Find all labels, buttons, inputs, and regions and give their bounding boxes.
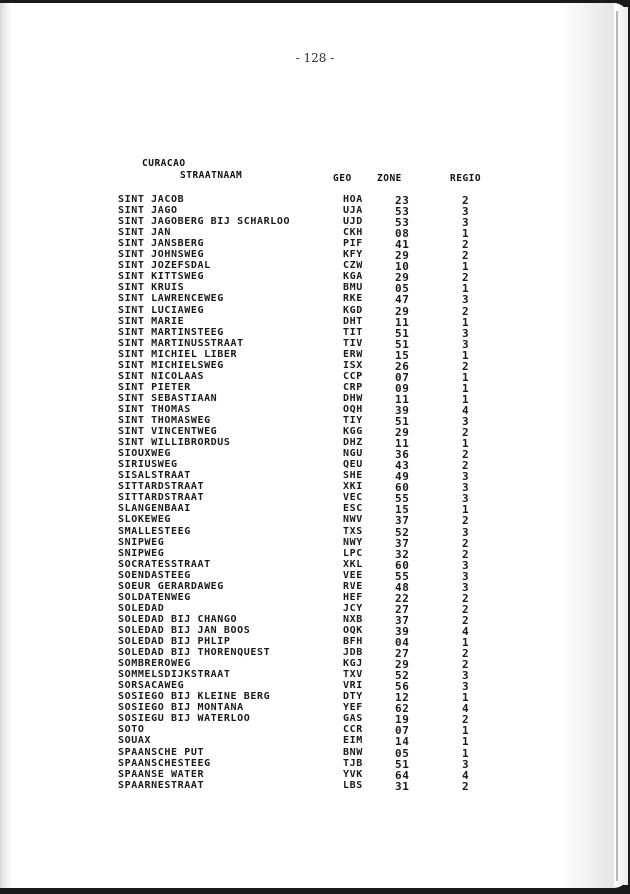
geo-code: EIM xyxy=(343,735,363,747)
street-name: SNIPWEG xyxy=(118,547,165,559)
zone-number: 11 xyxy=(395,437,410,451)
zone-number: 29 xyxy=(395,426,410,440)
table-row xyxy=(0,481,630,495)
regio-number: 3 xyxy=(462,757,470,771)
table-row xyxy=(0,724,630,738)
zone-number: 49 xyxy=(395,470,410,484)
zone-number: 15 xyxy=(395,503,410,517)
street-name: SINT JAN xyxy=(118,227,171,239)
zone-number: 07 xyxy=(395,724,410,738)
street-name: SINT MICHIELSWEG xyxy=(118,359,224,371)
street-name: SINT JAGOBERG BIJ SCHARLOO xyxy=(118,216,291,228)
zone-number: 36 xyxy=(395,448,410,462)
street-name: SINT NICOLAAS xyxy=(118,370,205,382)
table-row xyxy=(0,592,630,603)
zone-number: 56 xyxy=(395,680,410,694)
geo-code: KFY xyxy=(343,249,363,261)
regio-number: 1 xyxy=(462,735,470,749)
geo-code: TXV xyxy=(343,669,363,681)
street-name: SITTARDSTRAAT xyxy=(118,492,205,504)
geo-code: TJB xyxy=(343,757,363,769)
street-name: SOTO xyxy=(118,724,145,736)
geo-code: KGA xyxy=(343,271,363,283)
geo-code: DHW xyxy=(343,392,363,404)
regio-number: 2 xyxy=(462,194,470,207)
regio-number: 2 xyxy=(462,547,470,561)
street-name: SINT THOMAS xyxy=(118,403,191,415)
zone-number: 26 xyxy=(395,359,410,373)
geo-code: RKE xyxy=(343,293,363,305)
regio-number: 2 xyxy=(462,249,470,263)
geo-code: LBS xyxy=(343,779,363,791)
regio-number: 3 xyxy=(462,481,470,495)
table-row xyxy=(0,647,630,661)
regio-number: 3 xyxy=(462,205,470,219)
zone-number: 09 xyxy=(395,381,410,395)
regio-number: 2 xyxy=(462,591,470,605)
geo-code: NWY xyxy=(343,536,363,548)
regio-number: 2 xyxy=(462,658,470,672)
street-name: SINT JOZEFSDAL xyxy=(118,260,211,272)
zone-number: 53 xyxy=(395,216,410,230)
street-name: SITTARDSTRAAT xyxy=(118,481,205,493)
table-row xyxy=(0,459,630,473)
street-name: SINT PIETER xyxy=(118,381,191,393)
zone-number: 48 xyxy=(395,580,410,594)
zone-number: 29 xyxy=(395,271,410,285)
regio-number: 3 xyxy=(462,293,470,307)
street-name: SINT MARIE xyxy=(118,315,185,327)
geo-code: TIY xyxy=(343,415,363,426)
regio-number: 3 xyxy=(462,558,470,572)
street-name: SISALSTRAAT xyxy=(118,470,191,482)
zone-number: 47 xyxy=(395,293,410,307)
table-row xyxy=(0,636,630,647)
zone-number: 22 xyxy=(395,591,410,605)
geo-code: JCY xyxy=(343,602,363,614)
geo-code: XKI xyxy=(343,481,363,493)
table-row xyxy=(0,305,630,316)
street-name: SIOUXWEG xyxy=(118,448,171,460)
table-row xyxy=(0,537,630,548)
zone-number: 60 xyxy=(395,481,410,495)
zone-number: 07 xyxy=(395,370,410,384)
street-name: SINT MARTINUSSTRAAT xyxy=(118,337,244,349)
zone-number: 43 xyxy=(395,459,410,473)
geo-code: ERW xyxy=(343,348,363,360)
table-row xyxy=(0,216,630,230)
zone-number: 08 xyxy=(395,227,410,241)
geo-code: KGG xyxy=(343,426,363,438)
regio-number: 3 xyxy=(462,580,470,594)
regio-number: 1 xyxy=(462,227,470,241)
zone-number: 14 xyxy=(395,735,410,749)
regio-number: 3 xyxy=(462,415,470,428)
regio-number: 3 xyxy=(462,492,470,506)
table-row xyxy=(0,338,630,349)
table-row xyxy=(0,548,630,559)
street-name: SOUAX xyxy=(118,735,152,747)
geo-code: BNW xyxy=(343,746,363,758)
zone-number: 23 xyxy=(395,194,410,207)
table-row xyxy=(0,669,630,683)
geo-code: VEE xyxy=(343,569,363,581)
regio-number: 3 xyxy=(462,326,470,340)
table-row xyxy=(0,735,630,749)
street-name: SPAANSCHE PUT xyxy=(118,746,205,758)
table-row xyxy=(0,747,630,758)
geo-code: OQK xyxy=(343,624,363,636)
geo-code: UJA xyxy=(343,205,363,217)
geo-code: ISX xyxy=(343,359,363,371)
table-row xyxy=(0,526,630,537)
regio-number: 4 xyxy=(462,768,470,782)
geo-code: YVK xyxy=(343,768,363,780)
zone-number: 55 xyxy=(395,492,410,506)
table-row xyxy=(0,404,630,415)
zone-number: 29 xyxy=(395,249,410,263)
street-name: SOENDASTEEG xyxy=(118,569,191,581)
geo-code: TIT xyxy=(343,326,363,338)
regio-number: 1 xyxy=(462,724,470,738)
geo-code: TIV xyxy=(343,337,363,349)
street-name: SOLEDAD BIJ CHANGO xyxy=(118,613,238,625)
column-header-geo: GEO xyxy=(333,173,352,184)
zone-number: 52 xyxy=(395,525,410,539)
regio-number: 2 xyxy=(462,536,470,550)
zone-number: 62 xyxy=(395,702,410,716)
table-row xyxy=(0,614,630,625)
street-name: SPAARNESTRAAT xyxy=(118,779,205,791)
street-name: SINT MARTINSTEEG xyxy=(118,326,224,338)
table-row xyxy=(0,625,630,636)
geo-code: VEC xyxy=(343,492,363,504)
street-name: SOLEDAD BIJ JAN BOOS xyxy=(118,624,251,636)
street-name: SOMMELSDIJKSTRAAT xyxy=(118,669,231,681)
geo-code: ESC xyxy=(343,503,363,515)
table-row xyxy=(0,437,630,451)
regio-number: 1 xyxy=(462,437,470,451)
table-row xyxy=(0,415,630,426)
zone-number: 60 xyxy=(395,558,410,572)
street-name: SINT JACOB xyxy=(118,194,185,205)
street-name: SINT MICHIEL LIBER xyxy=(118,348,238,360)
geo-code: NXB xyxy=(343,613,363,625)
street-name: SORSACAWEG xyxy=(118,680,185,692)
zone-number: 37 xyxy=(395,514,410,528)
table-row xyxy=(0,570,630,581)
geo-code: CZW xyxy=(343,260,363,272)
table-row xyxy=(0,271,630,285)
table-row xyxy=(0,382,630,393)
geo-code: HEF xyxy=(343,591,363,603)
street-name: SINT JANSBERG xyxy=(118,238,205,250)
street-name: SINT VINCENTWEG xyxy=(118,426,218,438)
street-name: SOSIEGU BIJ WATERLOO xyxy=(118,713,251,725)
regio-number: 3 xyxy=(462,470,470,484)
regio-number: 2 xyxy=(462,713,470,727)
geo-code: HOA xyxy=(343,194,363,205)
regio-number: 4 xyxy=(462,702,470,716)
regio-number: 2 xyxy=(462,514,470,528)
geo-code: CKH xyxy=(343,227,363,239)
street-name: SINT KRUIS xyxy=(118,282,185,294)
zone-number: 05 xyxy=(395,746,410,760)
table-row xyxy=(0,371,630,382)
geo-code: QEU xyxy=(343,459,363,471)
zone-number: 51 xyxy=(395,415,410,428)
street-name: SOLEDAD xyxy=(118,602,165,614)
zone-number: 04 xyxy=(395,636,410,649)
zone-number: 51 xyxy=(395,326,410,340)
zone-number: 51 xyxy=(395,337,410,351)
table-row xyxy=(0,702,630,716)
regio-number: 2 xyxy=(462,448,470,462)
geo-code: DTY xyxy=(343,691,363,703)
table-row xyxy=(0,603,630,614)
street-name: SINT SEBASTIAAN xyxy=(118,392,218,404)
regio-number: 3 xyxy=(462,569,470,583)
street-name: SINT JAGO xyxy=(118,205,178,217)
column-header-regio: REGIO xyxy=(450,173,482,184)
geo-code: KGJ xyxy=(343,658,363,670)
street-name: SOLEDAD BIJ PHLIP xyxy=(118,636,231,647)
regio-number: 2 xyxy=(462,271,470,285)
table-row xyxy=(0,249,630,263)
street-name: SINT JOHNSWEG xyxy=(118,249,205,261)
zone-number: 39 xyxy=(395,624,410,638)
table-row xyxy=(0,503,630,517)
regio-number: 1 xyxy=(462,315,470,329)
geo-code: SHE xyxy=(343,470,363,482)
regio-number: 3 xyxy=(462,669,470,683)
regio-number: 2 xyxy=(462,459,470,473)
table-row xyxy=(0,514,630,528)
regio-number: 3 xyxy=(462,680,470,694)
geo-code: XKL xyxy=(343,558,363,570)
regio-number: 4 xyxy=(462,403,470,417)
table-row xyxy=(0,758,630,769)
table-row xyxy=(0,470,630,484)
table-row xyxy=(0,426,630,440)
zone-number: 55 xyxy=(395,569,410,583)
geo-code: LPC xyxy=(343,547,363,559)
table-row xyxy=(0,227,630,241)
geo-code: NWV xyxy=(343,514,363,526)
geo-code: VRI xyxy=(343,680,363,692)
street-name: SMALLESTEEG xyxy=(118,525,191,537)
zone-number: 12 xyxy=(395,691,410,705)
table-row xyxy=(0,780,630,791)
table-row xyxy=(0,194,630,205)
geo-code: GAS xyxy=(343,713,363,725)
street-name: SINT THOMASWEG xyxy=(118,415,211,426)
street-name: SPAANSE WATER xyxy=(118,768,205,780)
table-row xyxy=(0,205,630,219)
geo-code: NGU xyxy=(343,448,363,460)
zone-number: 29 xyxy=(395,658,410,672)
geo-code: CCR xyxy=(343,724,363,736)
zone-number: 53 xyxy=(395,205,410,219)
table-row xyxy=(0,293,630,307)
geo-code: YEF xyxy=(343,702,363,714)
street-name: SOLEDAD BIJ THORENQUEST xyxy=(118,647,271,659)
zone-number: 19 xyxy=(395,713,410,727)
geo-code: KGD xyxy=(343,304,363,316)
table-row xyxy=(0,238,630,252)
zone-number: 11 xyxy=(395,392,410,406)
geo-code: BMU xyxy=(343,282,363,294)
street-name: SIRIUSWEG xyxy=(118,459,178,471)
regio-number: 3 xyxy=(462,337,470,351)
street-name: SOMBREROWEG xyxy=(118,658,191,670)
table-row xyxy=(0,327,630,338)
street-name: SOCRATESSTRAAT xyxy=(118,558,211,570)
table-row xyxy=(0,282,630,296)
regio-number: 1 xyxy=(462,370,470,384)
geo-code: OQH xyxy=(343,403,363,415)
street-name: SLANGENBAAI xyxy=(118,503,191,515)
table-row xyxy=(0,581,630,592)
regio-number: 1 xyxy=(462,392,470,406)
geo-code: CCP xyxy=(343,370,363,382)
street-name: SOEUR GERARDAWEG xyxy=(118,580,224,592)
table-row xyxy=(0,769,630,780)
zone-number: 37 xyxy=(395,536,410,550)
regio-number: 2 xyxy=(462,304,470,318)
table-row xyxy=(0,316,630,327)
regio-number: 1 xyxy=(462,282,470,296)
street-name: SINT LUCIAWEG xyxy=(118,304,205,316)
regio-number: 2 xyxy=(462,647,470,661)
street-name: SOLDATENWEG xyxy=(118,591,191,603)
geo-code: RVE xyxy=(343,580,363,592)
table-row xyxy=(0,680,630,694)
zone-number: 10 xyxy=(395,260,410,274)
geo-code: CRP xyxy=(343,381,363,393)
zone-number: 37 xyxy=(395,613,410,627)
column-header-zone: ZONE xyxy=(377,173,402,184)
geo-code: UJD xyxy=(343,216,363,228)
street-name: SINT WILLIBRORDUS xyxy=(118,437,231,449)
zone-number: 31 xyxy=(395,779,410,793)
zone-number: 05 xyxy=(395,282,410,296)
geo-code: DHT xyxy=(343,315,363,327)
street-name: SLOKEWEG xyxy=(118,514,171,526)
regio-number: 2 xyxy=(462,602,470,616)
regio-number: 2 xyxy=(462,359,470,373)
street-name: SINT KITTSWEG xyxy=(118,271,205,283)
region-label: CURACAO xyxy=(142,158,186,169)
zone-number: 32 xyxy=(395,547,410,561)
regio-number: 2 xyxy=(462,613,470,627)
regio-number: 4 xyxy=(462,624,470,638)
zone-number: 27 xyxy=(395,602,410,616)
regio-number: 1 xyxy=(462,746,470,760)
table-row xyxy=(0,393,630,404)
regio-number: 2 xyxy=(462,779,470,793)
street-name: SOSIEGO BIJ MONTANA xyxy=(118,702,244,714)
table-row xyxy=(0,260,630,274)
table-row xyxy=(0,713,630,727)
regio-number: 1 xyxy=(462,503,470,517)
zone-number: 39 xyxy=(395,403,410,417)
column-header-street: STRAATNAAM xyxy=(180,170,243,181)
geo-code: DHZ xyxy=(343,437,363,449)
table-row xyxy=(0,360,630,371)
page-number: - 128 - xyxy=(295,51,335,65)
regio-number: 1 xyxy=(462,691,470,705)
street-name: SOSIEGO BIJ KLEINE BERG xyxy=(118,691,271,703)
zone-number: 15 xyxy=(395,348,410,362)
street-name: SPAANSCHESTEEG xyxy=(118,757,211,769)
geo-code: TXS xyxy=(343,525,363,537)
geo-code: BFH xyxy=(343,636,363,647)
regio-number: 3 xyxy=(462,525,470,539)
regio-number: 2 xyxy=(462,238,470,252)
table-row xyxy=(0,349,630,360)
regio-number: 1 xyxy=(462,348,470,362)
regio-number: 1 xyxy=(462,636,470,649)
regio-number: 3 xyxy=(462,216,470,230)
regio-number: 2 xyxy=(462,426,470,440)
table-row xyxy=(0,492,630,506)
table-row xyxy=(0,691,630,705)
table-row xyxy=(0,559,630,570)
regio-number: 1 xyxy=(462,260,470,274)
zone-number: 29 xyxy=(395,304,410,318)
table-row xyxy=(0,448,630,462)
zone-number: 52 xyxy=(395,669,410,683)
street-name: SNIPWEG xyxy=(118,536,165,548)
zone-number: 27 xyxy=(395,647,410,661)
zone-number: 11 xyxy=(395,315,410,329)
geo-code: PIF xyxy=(343,238,363,250)
zone-number: 64 xyxy=(395,768,410,782)
zone-number: 41 xyxy=(395,238,410,252)
regio-number: 1 xyxy=(462,381,470,395)
table-row xyxy=(0,658,630,672)
street-name: SINT LAWRENCEWEG xyxy=(118,293,224,305)
zone-number: 51 xyxy=(395,757,410,771)
geo-code: JDB xyxy=(343,647,363,659)
